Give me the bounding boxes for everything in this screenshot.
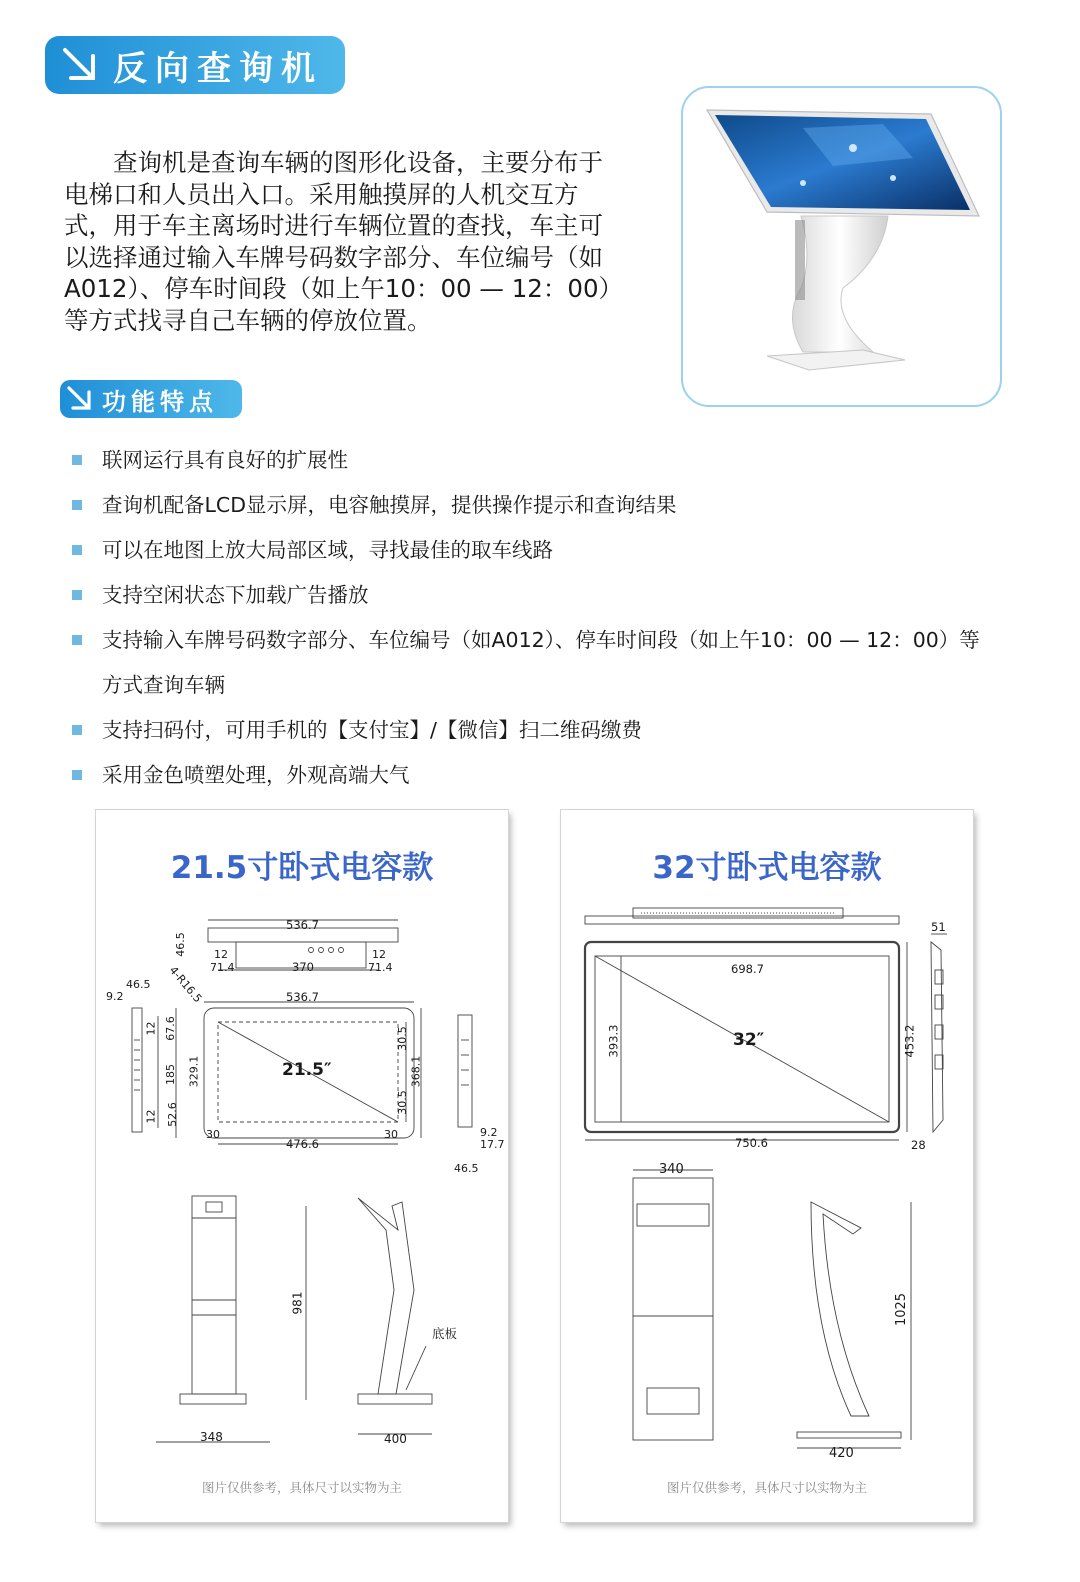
dim-label: 536.7 — [286, 990, 319, 1004]
dim-label: 368.1 — [409, 1055, 423, 1088]
arrow-down-right-icon — [64, 383, 96, 415]
dimension-drawing — [96, 810, 508, 1522]
dim-label: 370 — [292, 960, 314, 974]
dim-label: 453.2 — [902, 1024, 917, 1058]
panel-title: 21.5寸卧式电容款 — [170, 850, 434, 886]
square-bullet-icon — [72, 545, 82, 555]
dim-label: 9.2 — [480, 1126, 498, 1139]
features-title: 功能特点 — [102, 387, 218, 416]
screen-size-label: 32″ — [733, 1030, 765, 1050]
dim-label: 4-R16.5 — [166, 963, 205, 1006]
intro-paragraph: 查询机是查询车辆的图形化设备，主要分布于电梯口和人员出入口。采用触摸屏的人机交互方式，用于车主离场时进行车辆位置的查找，车主可以选择通过输入车牌号码数字部分、车位编号（如A012）、停车时间段（如上午10：00 — 12：00）等方式找寻自己车辆的停放位置。 — [64, 148, 624, 335]
dim-label: 52.6 — [165, 1102, 179, 1127]
dim-label: 340 — [659, 1162, 684, 1177]
features-header-pill — [60, 380, 242, 418]
dim-label: 185 — [164, 1064, 177, 1085]
dim-label: 420 — [829, 1446, 854, 1461]
dim-label: 71.4 — [210, 961, 235, 974]
dim-label: 981 — [290, 1291, 305, 1315]
screen-size-label: 21.5″ — [282, 1060, 332, 1080]
feature-item: 支持空闲状态下加载广告播放 — [70, 573, 1000, 618]
features-list — [70, 438, 1000, 798]
feature-item: 联网运行具有良好的扩展性 — [70, 438, 1000, 483]
dim-label: 1025 — [894, 1292, 910, 1327]
dim-label: 46.5 — [126, 978, 151, 991]
kiosk-product-image — [683, 88, 1000, 405]
dim-label: 30.5 — [395, 1090, 409, 1115]
feature-item: 支持扫码付，可用手机的【支付宝】/【微信】扫二维码缴费 — [70, 708, 1000, 753]
dim-label: 536.7 — [286, 918, 319, 932]
dim-label: 348 — [200, 1430, 223, 1444]
feature-item: 采用金色喷塑处理，外观高端大气 — [70, 753, 1000, 798]
section-header-pill — [45, 36, 345, 94]
dim-label: 67.6 — [163, 1016, 177, 1041]
panel-note: 图片仅供参考，具体尺寸以实物为主 — [666, 1480, 867, 1495]
feature-item: 支持输入车牌号码数字部分、车位编号（如A012）、停车时间段（如上午10：00 — 12：00）等方式查询车辆 — [70, 618, 1000, 708]
dim-label: 71.4 — [368, 961, 393, 974]
dim-label: 9.2 — [106, 990, 124, 1003]
dim-label: 30 — [206, 1128, 220, 1141]
dim-label: 476.6 — [286, 1137, 319, 1151]
square-bullet-icon — [72, 500, 82, 510]
dim-label: 698.7 — [731, 962, 764, 976]
spec-panel-21-5 — [96, 810, 508, 1522]
dim-label: 51 — [931, 920, 946, 934]
dim-label: 46.5 — [173, 932, 187, 957]
feature-item: 查询机配备LCD显示屏，电容触摸屏，提供操作提示和查询结果 — [70, 483, 1000, 528]
spec-panel-32 — [561, 810, 973, 1522]
panel-note: 图片仅供参考，具体尺寸以实物为主 — [201, 1480, 402, 1495]
dim-label: 12 — [144, 1021, 158, 1036]
square-bullet-icon — [72, 770, 82, 780]
dim-label: 750.6 — [735, 1136, 768, 1150]
dim-label: 30 — [384, 1128, 398, 1141]
square-bullet-icon — [72, 725, 82, 735]
dim-label: 28 — [911, 1138, 926, 1152]
dim-label: 12 — [372, 948, 386, 961]
dim-label: 12 — [214, 948, 228, 961]
dim-label: 12 — [144, 1109, 158, 1124]
product-photo-frame — [681, 86, 1002, 407]
dimension-drawing — [561, 810, 973, 1522]
dim-label: 329.1 — [187, 1055, 201, 1088]
dim-label: 46.5 — [454, 1162, 479, 1175]
square-bullet-icon — [72, 635, 82, 645]
dim-label: 400 — [384, 1432, 407, 1446]
base-plate-label: 底板 — [432, 1326, 458, 1341]
feature-item: 可以在地图上放大局部区域，寻找最佳的取车线路 — [70, 528, 1000, 573]
dim-label: 393.3 — [606, 1024, 621, 1058]
dim-label: 30.5 — [395, 1026, 409, 1051]
square-bullet-icon — [72, 455, 82, 465]
section-title: 反向查询机 — [113, 48, 323, 89]
panel-title: 32寸卧式电容款 — [652, 850, 882, 886]
square-bullet-icon — [72, 590, 82, 600]
dim-label: 17.7 — [480, 1138, 505, 1151]
arrow-down-right-icon — [57, 42, 103, 88]
